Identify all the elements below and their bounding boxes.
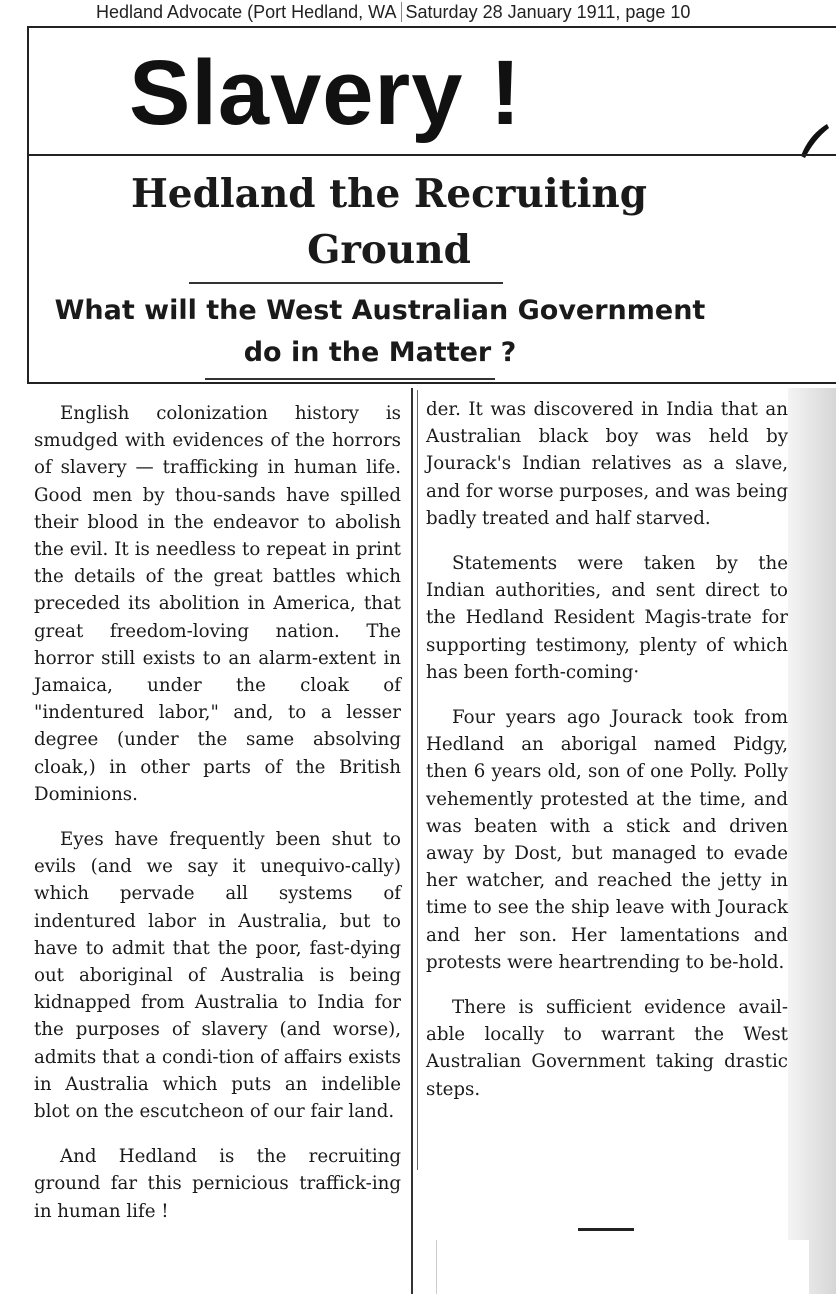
- article-end-rule: [578, 1228, 634, 1231]
- citation-line: [96, 2, 796, 24]
- headline: Slavery !: [129, 42, 522, 144]
- subheadline-rule: [189, 282, 503, 284]
- subheadline: Hedland the Recruiting Ground: [130, 171, 648, 273]
- paragraph: Eyes have frequently been shut to evils (and we say it unequivo-cally) which pervade all systems of indentured labor in Australia, but to have to admit that the poor, fast-dying out aboriginal of Australia is being kidnapped from Australia to India for the purposes of slavery (and worse), admits that a condi-tion of affairs exists in Australia which puts an indelible blot on the escutcheon of our fair land.: [34, 829, 401, 1123]
- masthead-rule: [29, 154, 836, 156]
- paragraph: Four years ago Jourack took from Hedland an aborigal named Pidgy, then 6 years old, son of one Polly. Polly vehemently protested at the time, and was beaten with a stick and driven away by Dost, but managed to evade her watcher, and reached the jetty in time to see the ship leave with Jourack and her son. Her lamentations and protests were heartrending to be-hold.: [426, 707, 788, 973]
- article-column-right: [426, 396, 788, 1103]
- deck-rule: [205, 378, 495, 380]
- article-column-left: [34, 400, 401, 1225]
- paragraph: Statements were taken by the Indian authorities, and sent direct to the Hedland Resident Magis-trate for supporting testimony, plenty of which has been forth-coming·: [426, 553, 788, 683]
- paragraph: There is sufficient evidence avail-able locally to warrant the West Australian Government taking drastic steps.: [426, 997, 788, 1100]
- citation-date-page: Saturday 28 January 1911, page 10: [401, 2, 691, 22]
- paragraph: English colonization history is smudged with evidences of the horrors of slavery — trafficking in human life. Good men by thou-sands have spilled their blood in the endeavor to abolish the evil. It is needless to repeat in print the details of the great battles which preceded its abolition in America, that great freedom-loving nation. The horror still exists to an alarm-extent in Jamaica, under the cloak of "indentured labor," and, to a lesser degree (under the same absolving cloak,) in other parts of the British Dominions.: [34, 403, 401, 805]
- column-divider: [411, 388, 413, 1294]
- masthead: [27, 26, 836, 384]
- paragraph: And Hedland is the recruiting ground far this pernicious traffick-ing in human life !: [34, 1146, 401, 1222]
- paragraph: der. It was discovered in India that an Australian black boy was held by Jourack's Indian relatives as a slave, and for worse purposes, and was being badly treated and half starved.: [426, 399, 788, 529]
- ink-mark-icon: [797, 122, 831, 162]
- deck-question: What will the West Australian Government do in the Matter ?: [54, 295, 706, 368]
- citation-source: Hedland Advocate (Port Hedland, WA: [96, 2, 396, 22]
- column-divider-inner: [417, 390, 418, 1170]
- clipping-edge-shadow: [788, 388, 836, 1294]
- clipping-blank-area: [436, 1240, 809, 1294]
